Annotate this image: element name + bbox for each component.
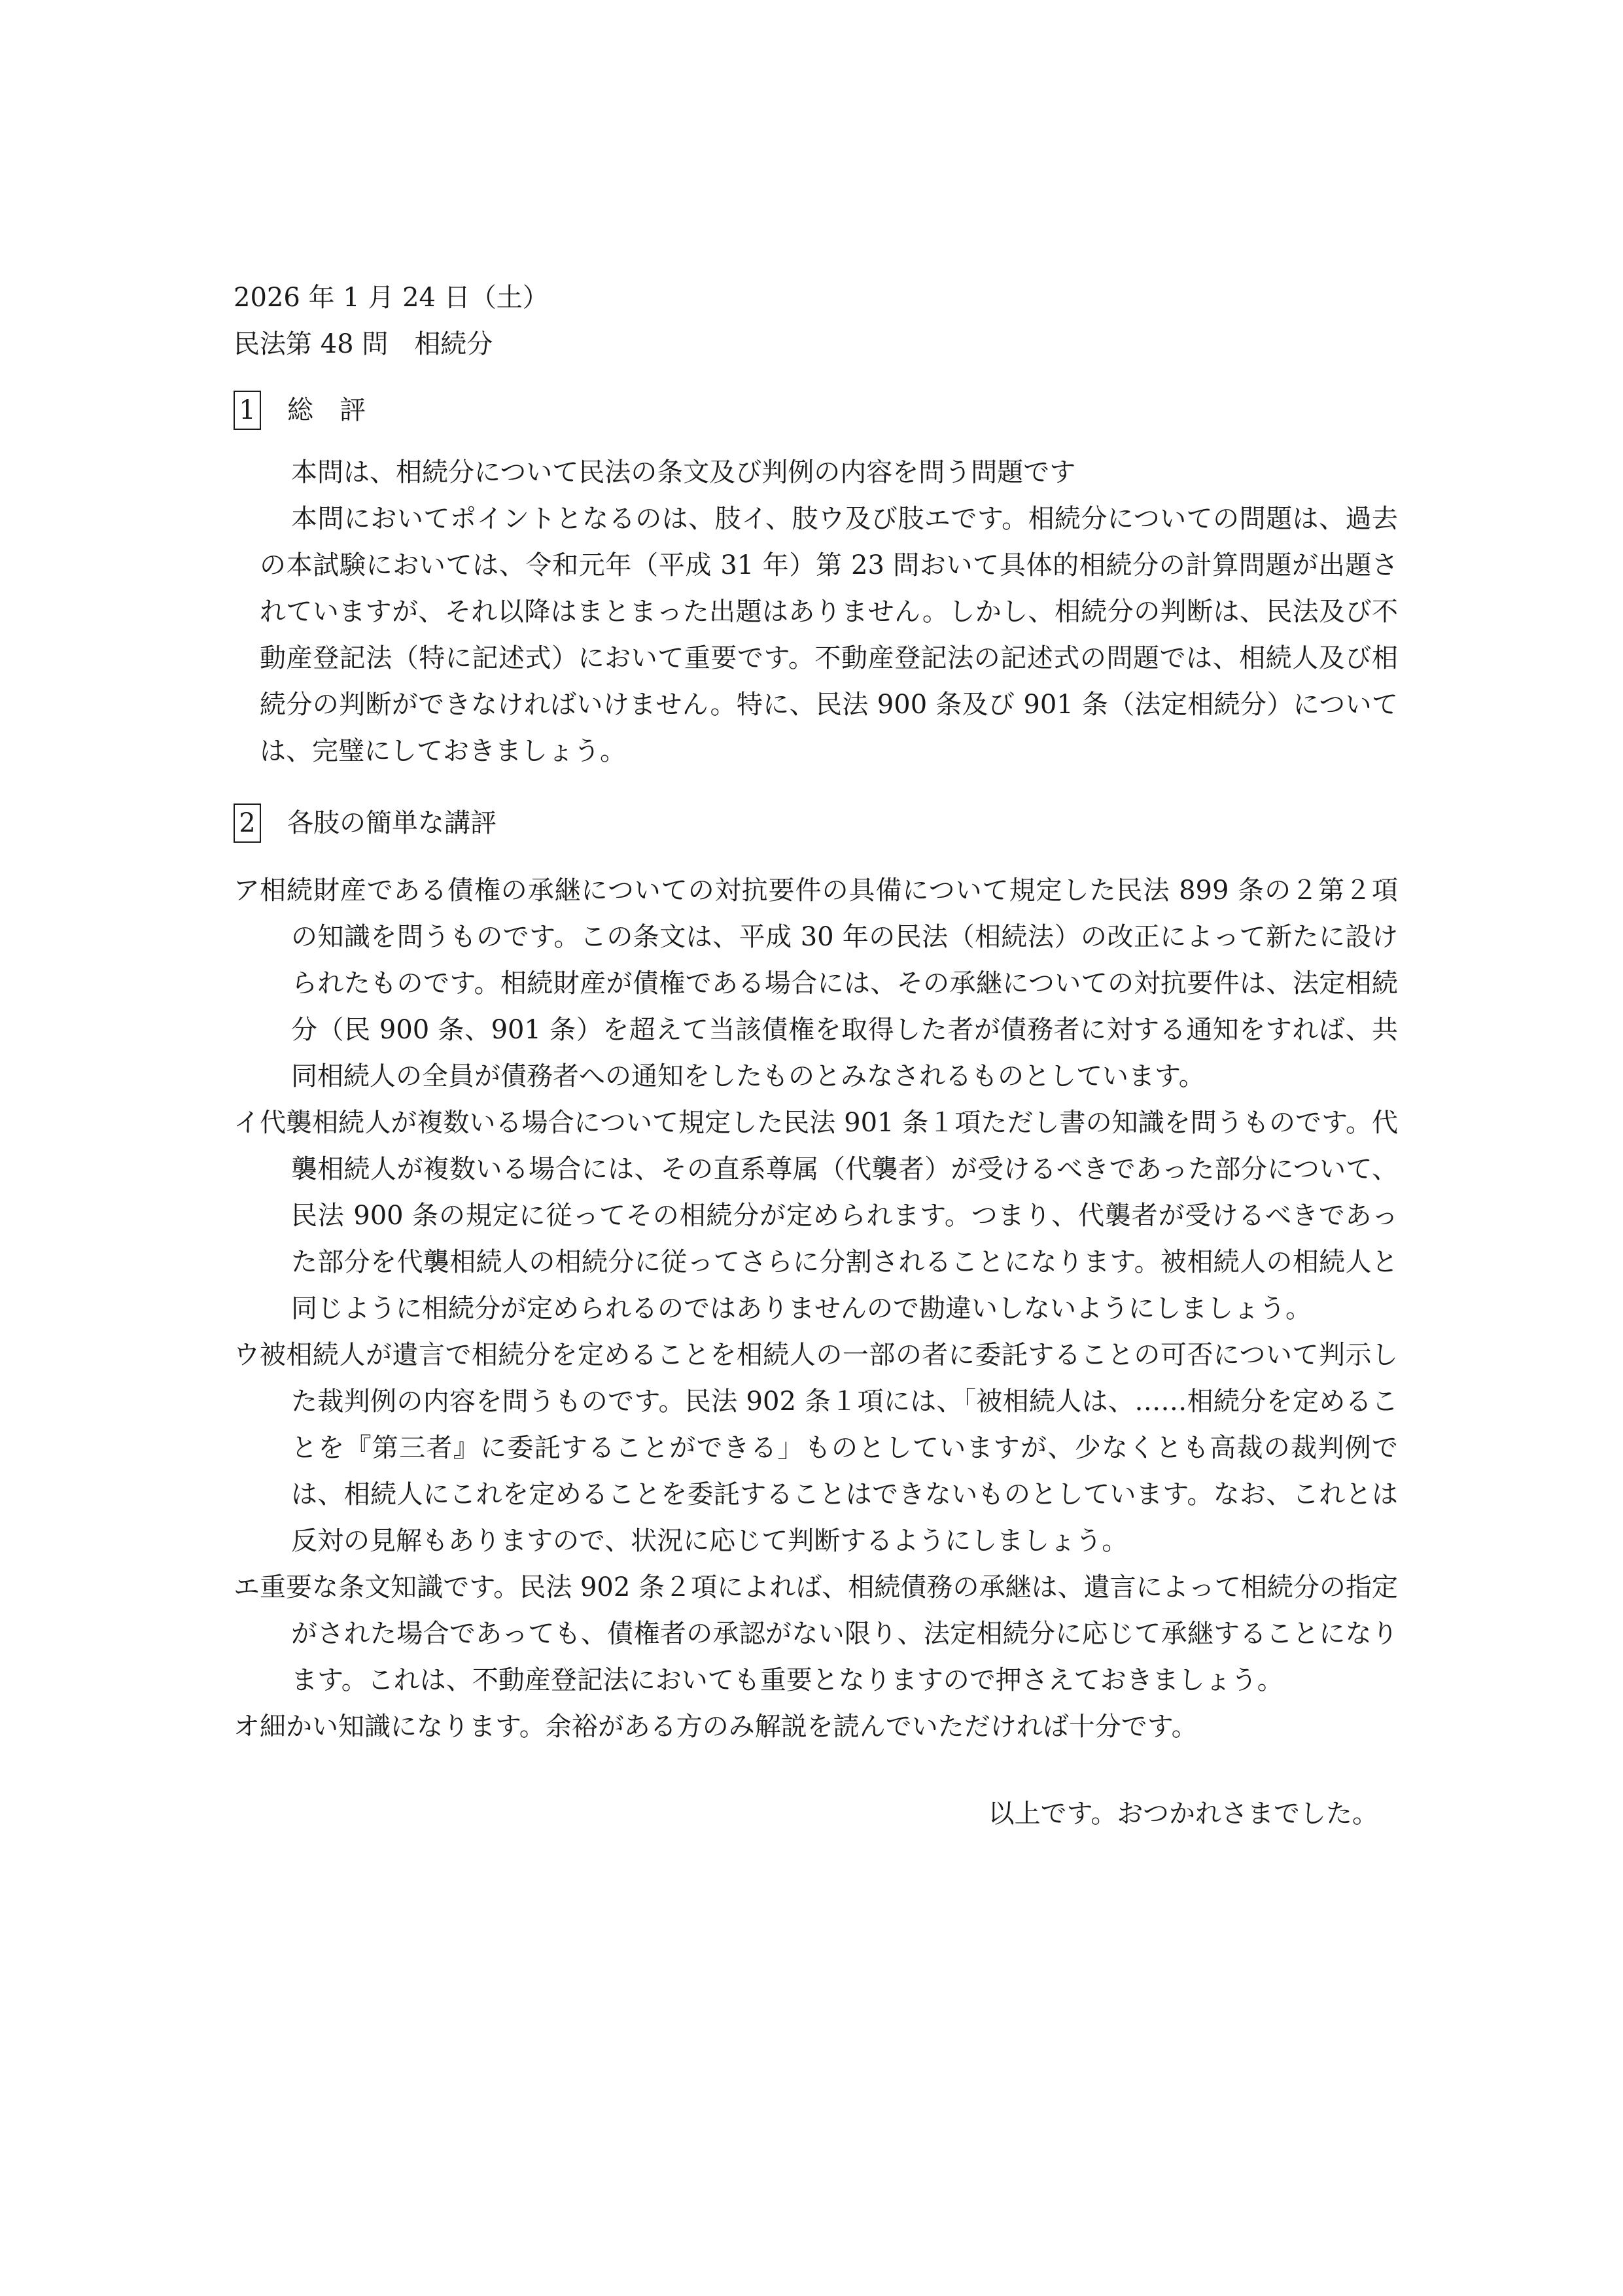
summary-paragraph: 本問は、相続分について民法の条文及び判例の内容を問う問題です [291, 457, 1076, 487]
question-subject: 民法第 48 問 相続分 [234, 329, 493, 359]
exam-date: 2026 年 1 月 24 日（土） [234, 283, 549, 313]
option-mark: イ [234, 1108, 260, 1138]
option-mark: ウ [234, 1340, 260, 1370]
section-1-heading [234, 391, 1398, 430]
option-mark: エ [234, 1572, 260, 1602]
section-1-number: 1 [234, 391, 261, 430]
option-item-a [234, 868, 1398, 1100]
document-page [234, 275, 1398, 1837]
option-item-u [234, 1332, 1398, 1564]
section-1-title: 総 評 [287, 395, 366, 425]
option-comments [234, 868, 1398, 1750]
summary-paragraph: 本問においてポイントとなるのは、肢イ、肢ウ及び肢エです。相続分についての問題は、過去の本試験においては、令和元年（平成 31 年）第 23 問おいて具体的相続分の計算問題が出題されていますが、それ以降はまとまった出題はありません。しかし、相続分の判断は、民法及び不動産登記法（特に記述式）において重要です。不動産登記法の記述式の問題では、相続人及び相続分の判断ができなければいけません。特に、民法 900 条及び 901 条（法定相続分）については、完璧にしておきましょう。 [260, 504, 1398, 766]
section-2-heading [234, 804, 1398, 843]
option-mark: ア [234, 875, 260, 906]
option-text: 代襲相続人が複数いる場合について規定した民法 901 条１項ただし書の知識を問うものです。代襲相続人が複数いる場合には、その直系尊属（代襲者）が受けるべきであった部分について、民法 900 条の規定に従ってその相続分が定められます。つまり、代襲者が受けるべきであった部分を代襲相続人の相続分に従ってさらに分割されることになります。被相続人の相続人と同じように相続分が定められるのではありませんので勘違いしないようにしましょう。 [260, 1108, 1398, 1324]
option-mark: オ [234, 1712, 260, 1742]
section-2-number: 2 [234, 804, 261, 843]
option-text: 重要な条文知識です。民法 902 条２項によれば、相続債務の承継は、遺言によって相続分の指定がされた場合であっても、債権者の承認がない限り、法定相続分に応じて承継することになります。これは、不動産登記法においても重要となりますので押さえておきましょう。 [260, 1572, 1398, 1695]
section-2-title: 各肢の簡単な講評 [287, 808, 497, 838]
option-text: 細かい知識になります。余裕がある方のみ解説を読んでいただければ十分です。 [260, 1712, 1198, 1742]
option-item-o [234, 1704, 1398, 1750]
option-text: 相続財産である債権の承継についての対抗要件の具備について規定した民法 899 条の２第２項の知識を問うものです。この条文は、平成 30 年の民法（相続法）の改正によって新たに設けられたものです。相続財産が債権である場合には、その承継についての対抗要件は、法定相続分（民 900 条、901 条）を超えて当該債権を取得した者が債務者に対する通知をすれば、共同相続人の全員が債務者への通知をしたものとみなされるものとしています。 [260, 875, 1398, 1091]
option-item-i [234, 1100, 1398, 1332]
summary-block [234, 450, 1398, 775]
closing-remark: 以上です。おつかれさまでした。 [988, 1799, 1378, 1829]
option-item-e [234, 1564, 1398, 1704]
option-text: 被相続人が遺言で相続分を定めることを相続人の一部の者に委託することの可否について判示した裁判例の内容を問うものです。民法 902 条１項には、「被相続人は、……相続分を定めることを『第三者』に委託することができる」ものとしていますが、少なくとも高裁の裁判例では、相続人にこれを定めることを委託することはできないものとしています。なお、これとは反対の見解もありますので、状況に応じて判断するようにしましょう。 [260, 1340, 1398, 1556]
